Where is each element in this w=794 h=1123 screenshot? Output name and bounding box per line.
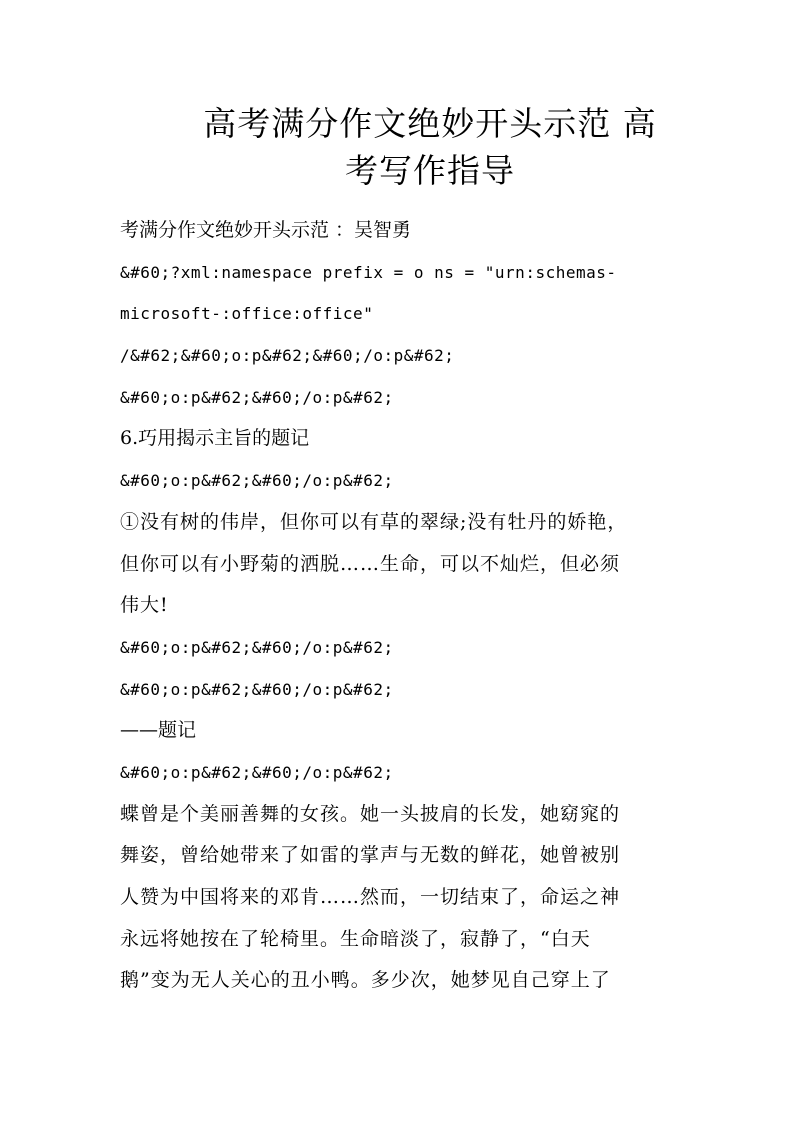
section-heading: 6.巧用揭示主旨的题记 [120,427,310,450]
story-paragraph [120,794,680,1003]
empty-office-tag: &#60;o:p&#62;&#60;/o:p&#62; [120,637,394,657]
byline: 考满分作文绝妙开头示范 ：吴智勇 [120,219,412,241]
story-line: 蝶曾是个美丽善舞的女孩。她一头披肩的长发，她窈窕的 [120,802,621,825]
empty-office-tag: &#60;o:p&#62;&#60;/o:p&#62; [120,387,394,407]
epigraph-line: 但你可以有小野菊的洒脱……生命，可以不灿烂，但必须 [120,552,621,575]
xml-namespace-line-3: /&#62;&#60;o:p&#62;&#60;/o:p&#62; [120,346,455,366]
epigraph-line: ①没有树的伟岸，但你可以有草的翠绿;没有牡丹的娇艳， [120,510,628,533]
story-line: 舞姿，曾给她带来了如雷的掌声与无数的鲜花，她曾被别 [120,844,621,867]
epigraph-line: 伟大! [120,594,169,617]
empty-office-tag: &#60;o:p&#62;&#60;/o:p&#62; [120,471,394,491]
document-title [150,100,710,194]
story-line: 人赞为中国将来的邓肯……然而，一切结束了，命运之神 [120,886,621,909]
empty-office-tag: &#60;o:p&#62;&#60;/o:p&#62; [120,762,394,782]
document-body [120,210,680,1002]
epigraph-label: ——题记 [120,719,197,742]
story-line: 永远将她按在了轮椅里。生命暗淡了，寂静了，“白天 [120,927,591,950]
xml-namespace-line-1: &#60;?xml:namespace prefix = o ns = "urn:schemas- [120,262,617,282]
epigraph-paragraph [120,502,680,627]
title-line-1: 高考满分作文绝妙开头示范 高 [203,104,657,143]
xml-namespace-line-2: microsoft-:office:office" [120,304,374,324]
title-line-2: 考写作指导 [345,151,515,190]
empty-office-tag: &#60;o:p&#62;&#60;/o:p&#62; [120,679,394,699]
story-line: 鹅”变为无人关心的丑小鸭。多少次，她梦见自己穿上了 [120,969,611,992]
